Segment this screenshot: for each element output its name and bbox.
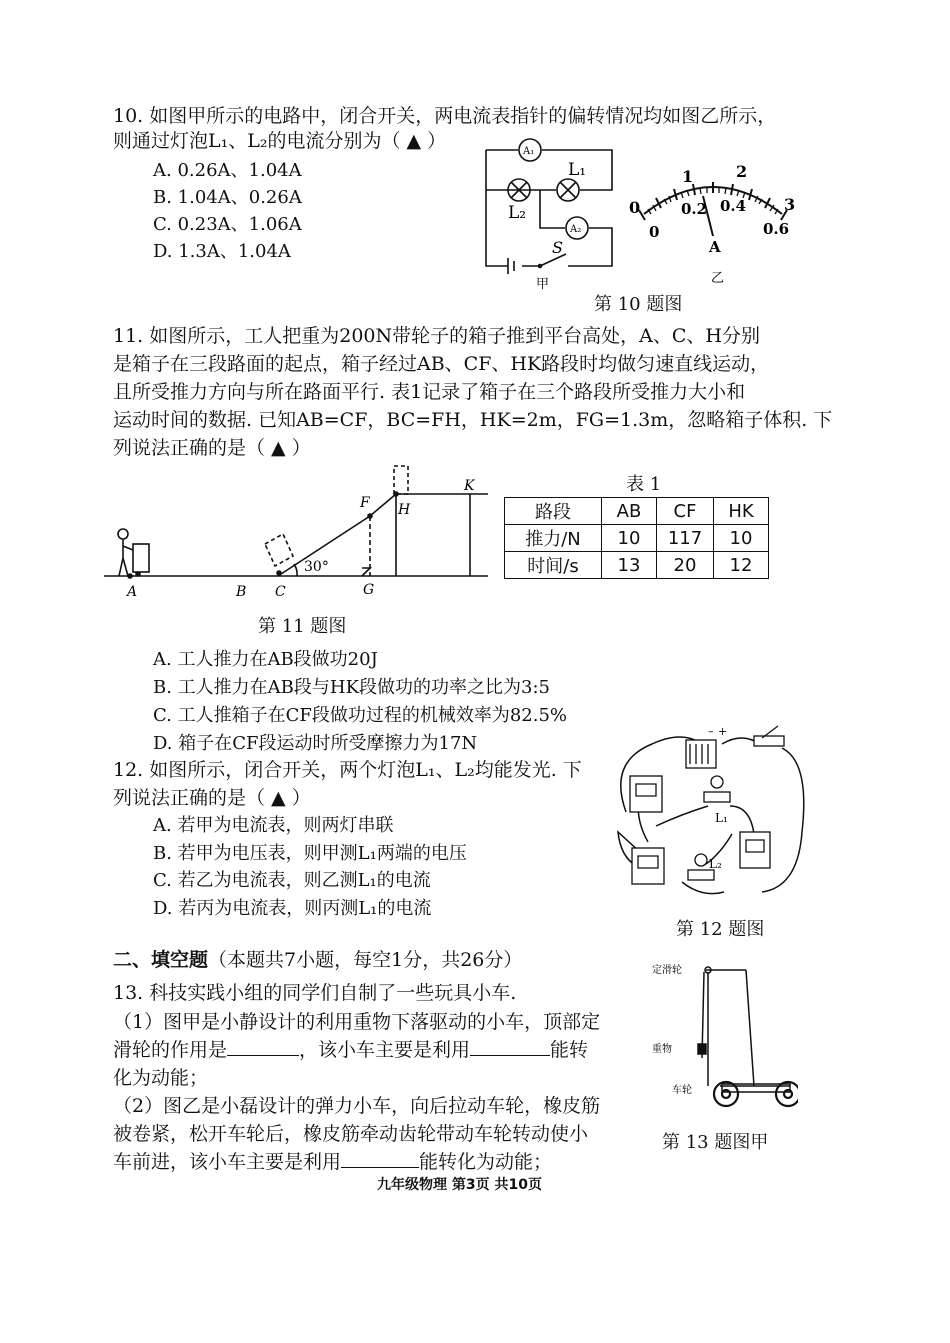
dial-top-1: 1 <box>682 167 694 186</box>
q10-option-d: D. 1.3A、1.04A <box>153 241 291 262</box>
table-cell: 20 <box>657 552 714 579</box>
q13-blank-3[interactable] <box>341 1149 419 1168</box>
q11-caption: 第 11 题图 <box>258 616 347 637</box>
q13-p1-line3: 化为动能； <box>113 1067 209 1089</box>
label-b: B <box>236 584 247 600</box>
circuit-jia-label: 甲 <box>536 277 550 292</box>
dial-bottom-02: 0.2 <box>681 200 708 218</box>
q10-option-c: C. 0.23A、1.06A <box>153 214 302 235</box>
q12-circuit-picture <box>612 722 810 907</box>
q11-option-a: A. 工人推力在AB段做功20J <box>153 649 378 670</box>
table-cell: 10 <box>714 525 769 552</box>
q13-toy-car-figure <box>648 958 798 1118</box>
q11-stem-line3: 且所受推力方向与所在路面平行. 表1记录了箱子在三个路段所受推力大小和 <box>113 381 746 403</box>
table-cell: 13 <box>602 552 657 579</box>
q10-option-a: A. 0.26A、1.04A <box>153 160 302 181</box>
wheel-label: 车轮 <box>672 1085 692 1096</box>
q12-l2-label: L₂ <box>709 857 722 871</box>
q10-stem-line1: 10. 如图甲所示的电路中，闭合开关，两电流表指针的偏转情况均如图乙所示， <box>113 105 777 127</box>
l2-label: L₂ <box>508 203 527 223</box>
weight-label: 重物 <box>652 1044 672 1055</box>
q13-p1-line2 <box>113 1037 588 1064</box>
q11-option-c: C. 工人推箱子在CF段做功过程的机械效率为82.5% <box>153 705 568 726</box>
q13-p2-line3 <box>113 1149 552 1176</box>
a2-label: A₂ <box>570 224 582 235</box>
q13-p1-text-a: 滑轮的作用是 <box>113 1039 228 1061</box>
q11-option-d: D. 箱子在CF段运动时所受摩擦力为17N <box>153 733 478 754</box>
dial-top-2: 2 <box>736 162 748 181</box>
q12-option-b: B. 若甲为电压表，则甲测L₁两端的电压 <box>153 843 467 864</box>
q13-p1-text-c: 能转 <box>550 1039 589 1061</box>
dial-unit: A <box>709 238 721 256</box>
svg-text:+: + <box>718 725 728 738</box>
dial-bottom-06: 0.6 <box>763 220 790 238</box>
q13-blank-1[interactable] <box>227 1037 299 1056</box>
section2-title: 二、填空题 <box>113 949 209 971</box>
q10-caption: 第 10 题图 <box>594 294 683 315</box>
dial-top-3: 3 <box>784 195 796 214</box>
label-k: K <box>464 478 475 494</box>
svg-text:–: – <box>708 725 714 738</box>
q10-ammeter-dial <box>625 158 805 288</box>
dial-bottom-04: 0.4 <box>720 197 747 215</box>
table-cell: 117 <box>657 525 714 552</box>
q11-stem-line2: 是箱子在三段路面的起点，箱子经过AB、CF、HK路段时均做匀速直线运动， <box>113 353 770 375</box>
q12-caption: 第 12 题图 <box>676 919 765 940</box>
table-cell: AB <box>602 498 657 525</box>
dial-yi-label: 乙 <box>711 271 725 286</box>
q13-p2-text-b: 能转化为动能； <box>419 1151 553 1173</box>
section2-heading <box>113 947 522 974</box>
dial-bottom-0: 0 <box>649 223 660 241</box>
q11-option-b: B. 工人推力在AB段与HK段做功的功率之比为3:5 <box>153 677 551 698</box>
angle-label: 30° <box>304 559 329 575</box>
dial-top-0: 0 <box>629 198 641 217</box>
q13-p2-line2: 被卷紧，松开车轮后，橡皮筋牵动齿轮带动车轮转动使小 <box>113 1123 589 1145</box>
table-row <box>505 552 769 579</box>
q12-option-a: A. 若甲为电流表，则两灯串联 <box>153 815 394 836</box>
q13-p1-line1: （1）图甲是小静设计的利用重物下落驱动的小车，顶部定 <box>113 1011 601 1033</box>
table-cell: CF <box>657 498 714 525</box>
table1-title: 表 1 <box>626 474 662 495</box>
q12-option-d: D. 若丙为电流表，则丙测L₁的电流 <box>153 898 432 919</box>
table-row <box>505 498 769 525</box>
l1-label: L₁ <box>568 160 587 180</box>
q11-incline-diagram <box>100 460 500 605</box>
q13-stem: 13. 科技实践小组的同学们自制了一些玩具小车. <box>113 982 517 1004</box>
table-cell: 路段 <box>505 498 602 525</box>
table-cell: 12 <box>714 552 769 579</box>
section2-note: （本题共7小题，每空1分，共26分） <box>208 949 523 971</box>
table1 <box>504 497 769 579</box>
q13-caption: 第 13 题图甲 <box>662 1132 769 1153</box>
q10-stem-line2: 则通过灯泡L₁、L₂的电流分别为（ ▲ ） <box>113 130 447 152</box>
q10-option-b: B. 1.04A、0.26A <box>153 187 302 208</box>
q10-circuit-diagram <box>478 138 628 293</box>
q12-stem-line2: 列说法正确的是（ ▲ ） <box>113 787 311 809</box>
table-cell: HK <box>714 498 769 525</box>
q13-p2-line1: （2）图乙是小磊设计的弹力小车，向后拉动车轮，橡皮筋 <box>113 1095 601 1117</box>
q11-stem-line1: 11. 如图所示，工人把重为200N带轮子的箱子推到平台高处，A、C、H分别 <box>113 325 760 347</box>
switch-label: S <box>552 238 563 257</box>
label-c: C <box>275 584 286 600</box>
q12-option-c: C. 若乙为电流表，则乙测L₁的电流 <box>153 870 431 891</box>
label-f: F <box>360 495 370 511</box>
q13-blank-2[interactable] <box>470 1037 550 1056</box>
table-cell: 时间/s <box>505 552 602 579</box>
q11-stem-line5: 列说法正确的是（ ▲ ） <box>113 437 311 459</box>
pulley-label: 定滑轮 <box>652 965 682 976</box>
label-a: A <box>127 584 138 600</box>
q13-p1-text-b: ，该小车主要是利用 <box>299 1039 471 1061</box>
label-h: H <box>398 502 411 518</box>
table-cell: 推力/N <box>505 525 602 552</box>
q12-l1-label: L₁ <box>715 811 728 825</box>
q12-stem-line1: 12. 如图所示，闭合开关，两个灯泡L₁、L₂均能发光. 下 <box>113 759 582 781</box>
table-cell: 10 <box>602 525 657 552</box>
q11-stem-line4: 运动时间的数据. 已知AB=CF，BC=FH，HK=2m，FG=1.3m，忽略箱子体积. 下 <box>113 409 833 431</box>
label-g: G <box>363 582 375 598</box>
table-row <box>505 525 769 552</box>
a1-label: A₁ <box>523 146 535 157</box>
q13-p2-text-a: 车前进，该小车主要是利用 <box>113 1151 342 1173</box>
page-footer: 九年级物理 第3页 共10页 <box>377 1177 542 1193</box>
